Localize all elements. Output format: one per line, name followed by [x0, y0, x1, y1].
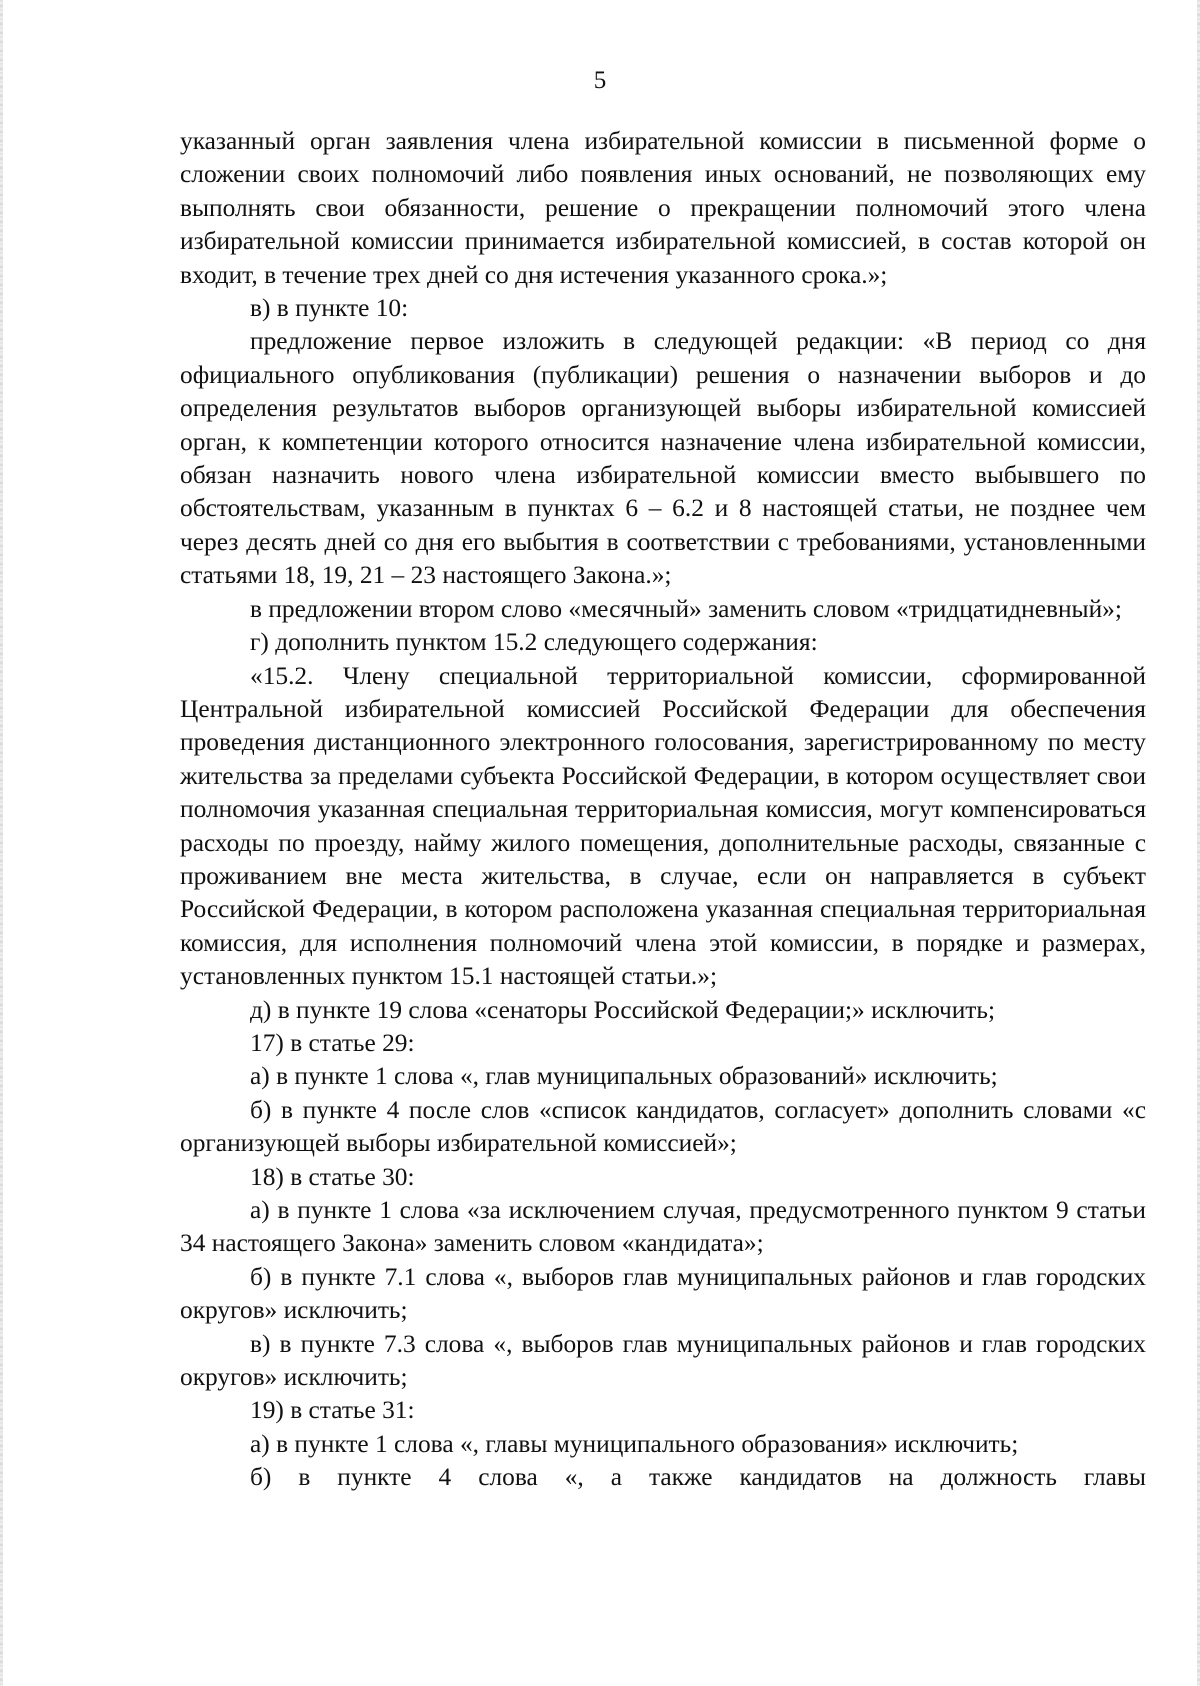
paragraph-article-29: 17) в статье 29: — [250, 1028, 415, 1057]
paragraph-point-15-2-text: «15.2. Члену специальной территориальной комиссии, сформированной Центральной избирательной комиссией Российской Федерации для обеспечения проведения дистанционного электронного голосования, зарегистрированному по месту жительства за пределами субъекта Российской Федерации, в котором осуществляет свои полномочия указанная специальная территориальная комиссия, могут компенсироваться расходы по проезду, найму жилого помещения, дополнительные расходы, связанные с проживанием вне места жительства, в случае, если он направляется в субъект Российской Федерации, в котором расположена указанная специальная территориальная комиссия, для исполнения полномочий члена этой комиссии, в порядке и размерах, установленных пунктом 15.1 настоящей статьи.»; — [180, 661, 1146, 991]
paragraph-item-v-point-10: в) в пункте 10: — [250, 294, 409, 323]
page-number: 5 — [593, 67, 607, 94]
paragraph-item-g-add-15-2: г) дополнить пунктом 15.2 следующего содержания: — [250, 628, 818, 657]
document-body — [180, 125, 1146, 1495]
paragraph-article-30: 18) в статье 30: — [250, 1162, 415, 1191]
paragraph-article-31: 19) в статье 31: — [250, 1396, 415, 1425]
paragraph-art30-item-v: в) в пункте 7.3 слова «, выборов глав муниципальных районов и глав городских округов» исключить; — [180, 1329, 1146, 1392]
paragraph-first-sentence-edit: предложение первое изложить в следующей редакции: «В период со дня официального опубликования (публикации) решения о назначении выборов и до определения результатов выборов организующей выборы избирательной комиссией орган, к компетенции которого относится назначение члена избирательной комиссии, обязан назначить нового члена избирательной комиссии вместо выбывшего по обстоятельствам, указанным в пунктах 6 – 6.2 и 8 настоящей статьи, не позднее чем через десять дней со дня его выбытия в соответствии с требованиями, установленными статьями 18, 19, 21 – 23 настоящего Закона.»; — [180, 327, 1146, 590]
paragraph-art30-item-b: б) в пункте 7.1 слова «, выборов глав муниципальных районов и глав городских округов» исключить; — [180, 1262, 1146, 1325]
paragraph-item-d-point-19: д) в пункте 19 слова «сенаторы Российской Федерации;» исключить; — [250, 995, 996, 1024]
scan-edge-left — [0, 0, 3, 1686]
paragraph-continuation: указанный орган заявления члена избирательной комиссии в письменной форме о сложении своих полномочий либо появления иных оснований, не позволяющих ему выполнять свои обязанности, решение о прекращении полномочий этого члена избирательной комиссии принимается избирательной комиссией, в состав которой он входит, в течение трех дней со дня истечения указанного срока.»; — [180, 127, 1146, 289]
paragraph-art29-item-a: а) в пункте 1 слова «, глав муниципальных образований» исключить; — [250, 1062, 998, 1091]
paragraph-art29-item-b: б) в пункте 4 после слов «список кандидатов, согласует» дополнить словами «с организующей выборы избирательной комиссией»; — [180, 1095, 1146, 1158]
paragraph-art31-item-a: а) в пункте 1 слова «, главы муниципального образования» исключить; — [250, 1429, 1019, 1458]
paragraph-art30-item-a: а) в пункте 1 слова «за исключением случая, предусмотренного пунктом 9 статьи 34 настоящего Закона» заменить словом «кандидата»; — [180, 1196, 1146, 1258]
paragraph-art31-item-b: б) в пункте 4 слова «, а также кандидатов на должность главы — [250, 1463, 1146, 1492]
paragraph-second-sentence-edit: в предложении втором слово «месячный» заменить словом «тридцатидневный»; — [250, 594, 1122, 623]
